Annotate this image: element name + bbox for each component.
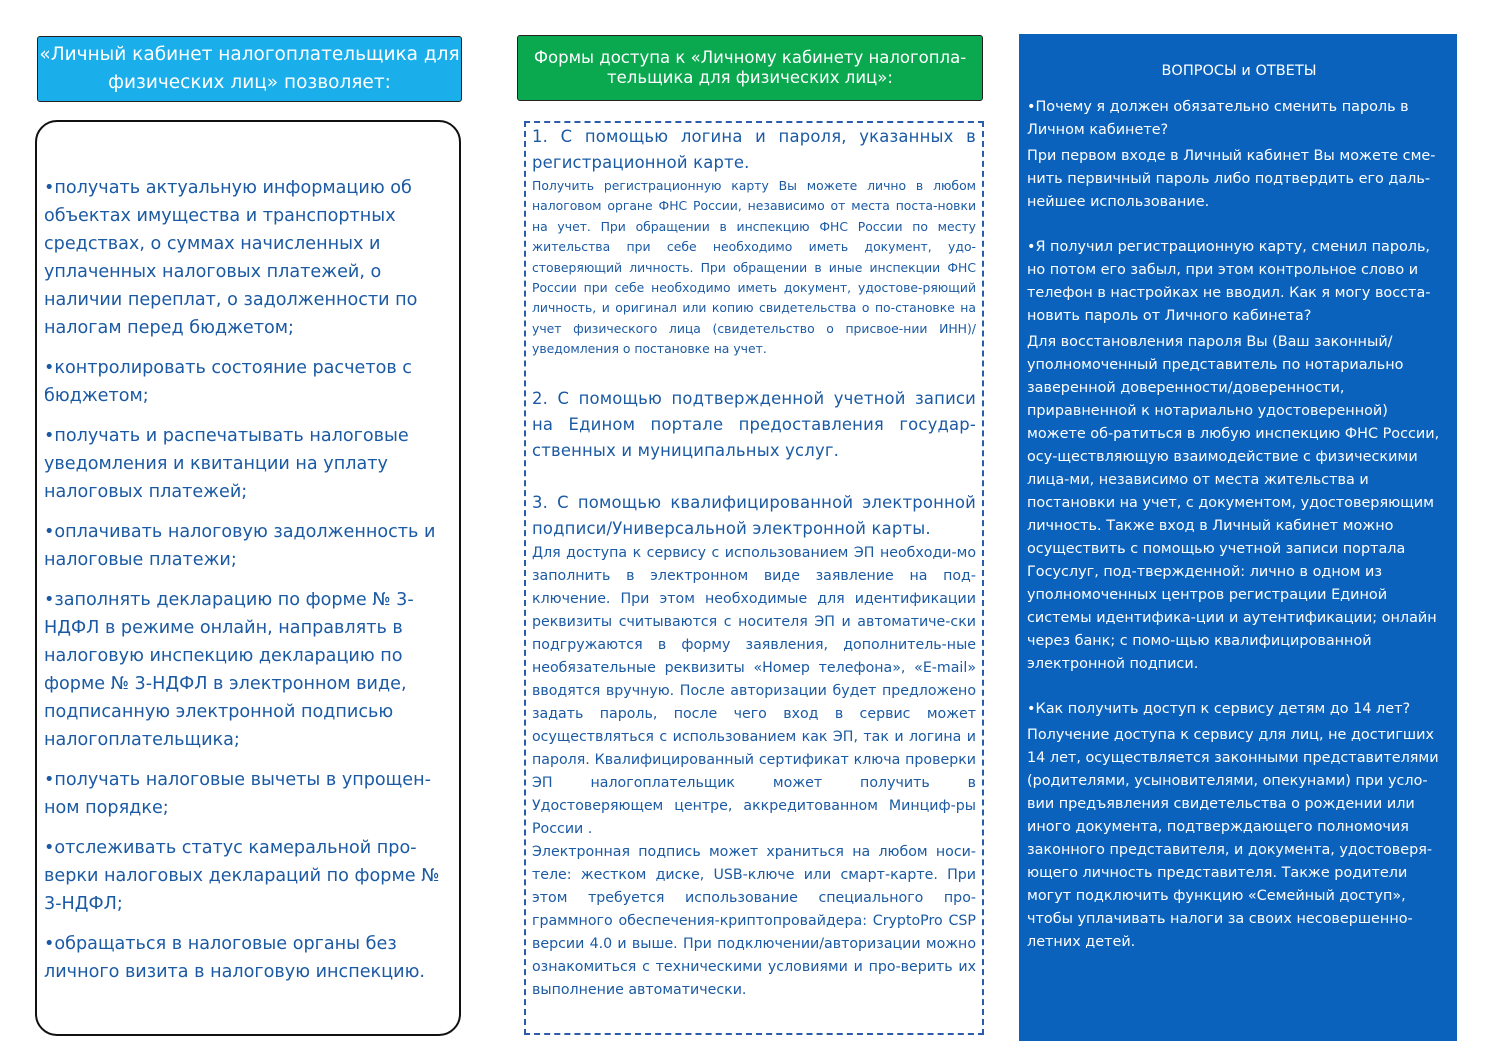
capabilities-list [44, 174, 456, 998]
capability-item: •обращаться в налоговые органы без личного визита в налоговую инспекцию. [44, 934, 425, 982]
capability-item: •отслеживать статус камеральной про-верки налоговых деклараций по форме № 3-НДФЛ; [44, 838, 440, 914]
method3-text-2: Электронная подпись может храниться на любом носи-теле: жестком диске, USB-ключе или смарт-карте. При этом требуется использование специального про-граммного обеспечения-криптопровайдера: CryptoPro CSP версии 4.0 и выше. При подключении/авторизации можно ознакомиться с техническими условиями и про-верить их выполнение автоматически. [532, 843, 976, 998]
capability-item: •заполнять декларацию по форме № 3-НДФЛ в режиме онлайн, направлять в налоговую инспекцию декларацию по форме № 3-НДФЛ в электронном виде, подписанную электронной подписью налогоплательщика; [44, 590, 414, 750]
capabilities-header [37, 36, 462, 102]
faq-question-3: •Как получить доступ к сервису детям до 14 лет? [1027, 701, 1411, 717]
method2-title: 2. С помощью подтвержденной учетной записи на Едином портале предоставления государ-ственных и муниципальных услуг. [532, 388, 976, 460]
capability-item: •контролировать состояние расчетов с бюджетом; [44, 358, 412, 406]
method1-title: 1. С помощью логина и пароля, указанных в регистрационной карте. [532, 127, 976, 172]
capability-item: •получать и распечатывать налоговые уведомления и квитанции на уплату налоговых платежей; [44, 426, 409, 502]
access-forms-content [532, 124, 976, 1002]
capability-item: •оплачивать налоговую задолженность и налоговые платежи; [44, 522, 436, 570]
faq-content [1027, 60, 1451, 954]
faq-answer-2: Для восстановления пароля Вы (Ваш законный/ уполномоченный представитель по нотариально заверенной доверенности/доверенности, приравненной к нотариально удостоверенной) можете об-ратиться в любую инспекцию ФНС России, осу-ществляющую взаимодействие с физическими лица-ми, независимо от места жительства и постановки на учет, с документом, удостоверяющим личность. Также вход в Личный кабинет можно осуществить с помощью учетной записи портала Госуслуг, под-твержденной: лично в одном из уполномоченных центров регистрации Единой системы идентифика-ции и аутентификации; онлайн через банк; с помо-щью квалифицированной электронной подписи. [1027, 334, 1440, 672]
capability-item: •получать налоговые вычеты в упрощен-ном порядке; [44, 770, 431, 818]
capability-item: •получать актуальную информацию об объектах имущества и транспортных средствах, о суммах начисленных и уплаченных налоговых платежей, о наличии переплат, о задолженности по налогам перед бюджетом; [44, 178, 418, 338]
faq-answer-1: При первом входе в Личный кабинет Вы можете сме-нить первичный пароль либо подтвердить его даль-нейшее использование. [1027, 148, 1436, 210]
method3-title: 3. С помощью квалифицированной электронной подписи/Универсальной электронной карты. [532, 492, 976, 538]
capabilities-header-text: «Личный кабинет налогоплательщика для физических лиц» позволяет: [39, 44, 460, 93]
method1-text: Получить регистрационную карту Вы можете лично в любом налоговом органе ФНС России, независимо от места поста-новки на учет. При обращении в инспекцию ФНС России по месту жительства при себе необходимо иметь документ, удо-стоверяющий личность. При обращении в иные инспекции ФНС России при себе необходимо иметь документ, удостове-ряющий личность, и оригинал или копию свидетельства о по-становке на учет физического лица (свидетельство о присвое-нии ИНН)/уведомления о постановке на учет. [532, 178, 976, 357]
faq-answer-3: Получение доступа к сервису для лиц, не достигших 14 лет, осуществляется законными представителями (родителями, усыновителями, опекунами) при усло-вии предъявления свидетельства о рождении или иного документа, подтверждающего полномочия законного представителя, и документа, удостоверя-ющего личность представителя. Также родители могут подключить функцию «Семейный доступ», чтобы уплачивать налоги за своих несовершенно-летних детей. [1027, 727, 1439, 950]
method3-text-1: Для доступа к сервису с использованием ЭП необходи-мо заполнить в электронном виде заявление на под-ключение. При этом необходимые для идентификации реквизиты считываются с носителя ЭП и автоматиче-ски подгружаются в форму заявления, дополнитель-ные необязательные реквизиты «Номер телефона», «E-mail» вводятся вручную. После авторизации будет предложено задать пароль, после чего вход в сервис может осуществляться с использованием как ЭП, так и логина и пароля. Квалифицированный сертификат ключа проверки ЭП налогоплательщик может получить в Удостоверяющем центре, аккредитованном Минциф-ры России . [532, 544, 976, 837]
access-forms-header [517, 35, 983, 101]
faq-question-1: •Почему я должен обязательно сменить пароль в Личном кабинете? [1027, 99, 1409, 138]
faq-title: ВОПРОСЫ и ОТВЕТЫ [1161, 63, 1317, 79]
faq-question-2: •Я получил регистрационную карту, сменил пароль, но потом его забыл, при этом контрольное слово и телефон в настройках не вводил. Как я могу восста-новить пароль от Личного кабинета? [1027, 239, 1431, 324]
access-forms-header-text: Формы доступа к «Личному кабинету налогопла-тельщика для физических лиц»: [533, 48, 967, 87]
